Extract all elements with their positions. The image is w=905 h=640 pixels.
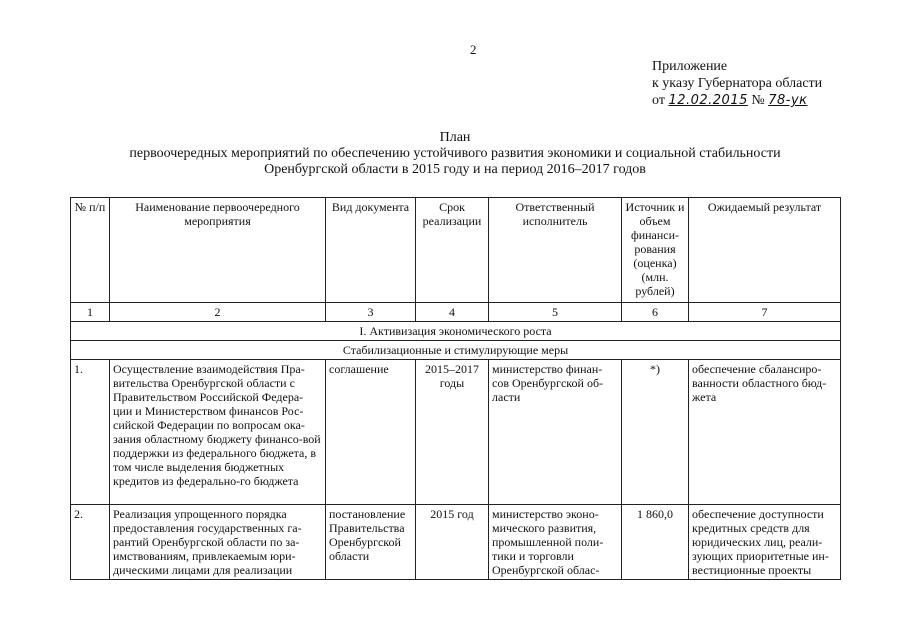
table-row xyxy=(71,505,841,580)
column-number: 1 xyxy=(71,303,110,322)
appendix-decree: к указу Губернатора области xyxy=(652,76,823,91)
subsection-row xyxy=(71,341,841,360)
header-activity: Наименование первоочередного мероприятия xyxy=(110,198,326,303)
header-term: Срок реализации xyxy=(416,198,489,303)
header-number: № п/п xyxy=(71,198,110,303)
from-prefix: от xyxy=(652,93,665,108)
header-funding: Источник и объем финанси-рования (оценка) (млн. рублей) xyxy=(622,198,689,303)
title-line-2: первоочередных мероприятий по обеспечению устойчивого развития экономики и социальной стабильности xyxy=(129,146,781,161)
title-line-1: План xyxy=(439,130,471,145)
row-result: обеспечение сбалансиро-ванности областного бюд-жета xyxy=(689,360,841,505)
row-executor: министерство эконо-мического развития, промышленной поли-тики и торговли Оренбургской облас- xyxy=(489,505,622,580)
row-number: 1. xyxy=(71,360,110,505)
row-term: 2015 год xyxy=(416,505,489,580)
row-funding: 1 860,0 xyxy=(622,505,689,580)
row-executor: министерство финан-сов Оренбургской об-ласти xyxy=(489,360,622,505)
plan-table xyxy=(70,197,841,580)
row-result: обеспечение доступности кредитных средств для юридических лиц, реали-зующих приоритетные ин-вестиционные проекты xyxy=(689,505,841,580)
title-line-3: Оренбургской области в 2015 году и на период 2016–2017 годов xyxy=(264,162,646,177)
column-numbers-row xyxy=(71,303,841,322)
number-prefix: № xyxy=(751,93,765,108)
subsection-title: Стабилизационные и стимулирующие меры xyxy=(71,341,841,360)
table-row xyxy=(71,360,841,505)
page-number: 2 xyxy=(470,42,477,57)
header-result: Ожидаемый результат xyxy=(689,198,841,303)
column-number: 3 xyxy=(326,303,416,322)
row-funding: *) xyxy=(622,360,689,505)
section-row xyxy=(71,322,841,341)
column-number: 6 xyxy=(622,303,689,322)
column-number: 2 xyxy=(110,303,326,322)
header-executor: Ответственный исполнитель xyxy=(489,198,622,303)
appendix-date-line xyxy=(652,92,822,109)
handwritten-date: 12.02.2015 xyxy=(668,93,748,108)
document-title xyxy=(70,130,840,178)
row-number: 2. xyxy=(71,505,110,580)
column-number: 4 xyxy=(416,303,489,322)
row-term: 2015–2017 годы xyxy=(416,360,489,505)
handwritten-number: 78-ук xyxy=(768,93,808,108)
appendix-block xyxy=(652,58,822,109)
column-number: 5 xyxy=(489,303,622,322)
appendix-label: Приложение xyxy=(652,59,728,74)
column-number: 7 xyxy=(689,303,841,322)
header-doc-type: Вид документа xyxy=(326,198,416,303)
header-row xyxy=(71,198,841,303)
section-title: I. Активизация экономического роста xyxy=(71,322,841,341)
row-doc-type: постановление Правительства Оренбургской области xyxy=(326,505,416,580)
row-doc-type: соглашение xyxy=(326,360,416,505)
row-activity: Реализация упрощенного порядка предоставления государственных га-рантий Оренбургской области по за-имствованиям, привлекаемым юри-дическими лицами для реализации xyxy=(110,505,326,580)
row-activity: Осуществление взаимодействия Пра-вительства Оренбургской области с Правительством Российской Федера-ции и Министерством финансов Рос-сийской Федерации по вопросам ока-зания областному бюджету финансо-вой поддержки из федерального бюджета, в том числе выделения бюджетных кредитов из федерально-го бюджета xyxy=(110,360,326,505)
